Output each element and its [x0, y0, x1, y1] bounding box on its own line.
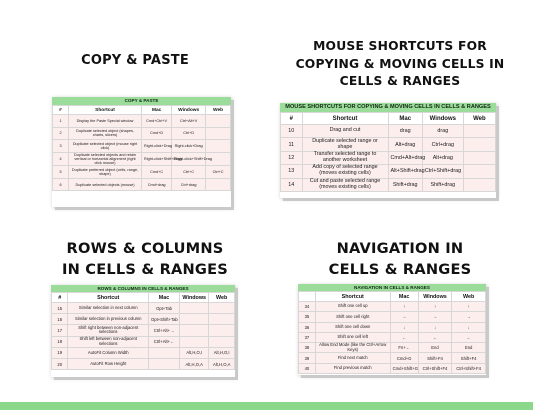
key-combo-cell: Right-click+Shift+Drag	[172, 152, 206, 166]
key-combo-cell: ↓	[390, 322, 418, 332]
table-row	[53, 178, 231, 191]
shortcut-description-cell: Similar selection in next column	[68, 303, 149, 314]
key-combo-cell: Ctrl+Shift+F4	[418, 363, 452, 373]
shortcut-description-cell: Find next match	[315, 353, 390, 363]
table-row	[281, 151, 496, 164]
column-header: Shortcut	[68, 293, 149, 303]
row-number-cell: 36	[299, 322, 316, 332]
card-title: ROWS & COLUMNS IN CELLS & RANGES	[51, 285, 235, 292]
key-combo-cell: →	[452, 312, 486, 322]
card-title: MOUSE SHORTCUTS FOR COPYING & MOVING CELLS IN CELLS & RANGES	[280, 103, 496, 112]
key-combo-cell	[180, 314, 209, 325]
row-number-cell: 38	[299, 343, 316, 353]
key-combo-cell: Alt+drag	[388, 138, 422, 151]
key-combo-cell	[206, 127, 231, 140]
copy-paste-card	[52, 97, 231, 207]
shortcut-description-cell: Shift one cell up	[315, 302, 390, 312]
shortcut-description-cell: Drag and cut	[302, 125, 388, 138]
key-combo-cell: End	[452, 343, 486, 353]
row-number-cell: 5	[53, 166, 69, 179]
shortcut-description-cell: Shift one cell right	[315, 312, 390, 322]
key-combo-cell: Alt,H,O,I	[180, 347, 209, 358]
table-row	[53, 127, 231, 140]
key-combo-cell: Cmd+G	[390, 353, 418, 363]
row-number-cell: 12	[281, 151, 303, 164]
table-row	[53, 115, 231, 128]
row-number-cell: 11	[281, 138, 303, 151]
key-combo-cell: ↓	[418, 322, 452, 332]
key-combo-cell: Cmd+Alt+drag	[388, 151, 422, 164]
table-row	[53, 140, 231, 153]
shortcut-description-cell: Shift one cell left	[315, 332, 390, 342]
column-header: Mac	[388, 113, 422, 125]
column-header: Windows	[172, 106, 206, 115]
heading-line: IN CELLS & RANGES	[61, 261, 228, 278]
row-number-cell: 14	[281, 178, 303, 191]
table-row	[53, 166, 231, 179]
table-row	[299, 353, 486, 363]
row-number-cell: 1	[53, 115, 69, 128]
key-combo-cell: drag	[422, 125, 463, 138]
shortcut-description-cell: Duplicate selected range or shape	[302, 138, 388, 151]
table-row	[299, 363, 486, 373]
key-combo-cell: Cmd+C	[142, 166, 172, 179]
key-combo-cell: Shift+drag	[422, 178, 463, 191]
table-row	[52, 325, 235, 336]
key-combo-cell: Cmd+D	[142, 127, 172, 140]
row-number-cell: 4	[53, 152, 69, 166]
key-combo-cell	[180, 303, 209, 314]
key-combo-cell: Cmd+drag	[142, 178, 172, 191]
key-combo-cell	[180, 336, 209, 347]
table-header-row	[53, 106, 231, 115]
row-number-cell: 15	[52, 303, 68, 314]
key-combo-cell: Alt+Shift+drag	[388, 165, 422, 178]
column-header: Web	[206, 106, 231, 115]
key-combo-cell: Alt,H,O,A	[209, 358, 235, 369]
key-combo-cell	[463, 165, 495, 178]
table-row	[281, 165, 496, 178]
key-combo-cell	[206, 140, 231, 153]
shortcut-description-cell: Transfer selected range to another worksheet	[302, 151, 388, 164]
key-combo-cell	[463, 125, 495, 138]
table-row	[52, 303, 235, 314]
key-combo-cell	[463, 178, 495, 191]
heading-line: CELLS & RANGES	[339, 74, 461, 88]
rows-columns-heading	[60, 238, 230, 280]
key-combo-cell: Fn+←	[390, 343, 418, 353]
column-header: #	[281, 113, 303, 125]
mouse-shortcuts-card	[280, 103, 496, 198]
key-combo-cell: Ctrl+C	[172, 166, 206, 179]
column-header: Windows	[422, 113, 463, 125]
shortcut-description-cell: Allow End Mode (like the Ctrl+Arrow Keys)	[315, 343, 390, 353]
table-body	[52, 303, 235, 370]
column-header: Shortcut	[315, 292, 390, 302]
key-combo-cell: Ctrl+Shift+F4	[452, 363, 486, 373]
mouse-shortcuts-heading	[290, 38, 510, 91]
column-header: Mac	[142, 106, 172, 115]
key-combo-cell: ←	[452, 332, 486, 342]
column-header: Mac	[390, 292, 418, 302]
key-combo-cell	[209, 325, 235, 336]
table-row	[299, 302, 486, 312]
table-row	[52, 336, 235, 347]
table-row	[299, 322, 486, 332]
shortcut-description-cell: Duplicate selected objects (mouse)	[69, 178, 142, 191]
row-number-cell: 6	[53, 178, 69, 191]
key-combo-cell: ↓	[452, 322, 486, 332]
key-combo-cell: →	[418, 312, 452, 322]
shortcut-description-cell: AutoFit Row Height	[68, 358, 149, 369]
key-combo-cell: Cmd+Ctrl+V	[142, 115, 172, 128]
key-combo-cell: Cmd+Shift+G	[390, 363, 418, 373]
shortcut-description-cell: Duplicate selected object (shapes, charts, slicers)	[69, 127, 142, 140]
key-combo-cell: ←	[390, 332, 418, 342]
column-header: Windows	[180, 293, 209, 303]
row-number-cell: 2	[53, 127, 69, 140]
heading-line: ROWS & COLUMNS	[66, 240, 224, 257]
row-number-cell: 13	[281, 165, 303, 178]
row-number-cell: 10	[281, 125, 303, 138]
row-number-cell: 20	[52, 358, 68, 369]
key-combo-cell: Right-click+Shift+Drag	[142, 152, 172, 166]
shortcut-description-cell: Display the Paste Special window	[69, 115, 142, 128]
shortcut-description-cell: Add copy of selected range (moves existing cells)	[302, 165, 388, 178]
navigation-card	[298, 284, 486, 375]
heading-line: MOUSE SHORTCUTS FOR	[313, 39, 487, 53]
card-title: NAVIGATION IN CELLS & RANGES	[298, 284, 486, 291]
table-header-row	[299, 292, 486, 302]
column-header: Shortcut	[69, 106, 142, 115]
shortcut-description-cell: Duplicate preferred object (cells, range, shape)	[69, 166, 142, 179]
key-combo-cell: Ctrl+Alt+←	[148, 336, 179, 347]
key-combo-cell: Right-click+Drag	[142, 140, 172, 153]
key-combo-cell: Ctrl+drag	[422, 138, 463, 151]
key-combo-cell: drag	[388, 125, 422, 138]
rows-columns-card	[51, 285, 235, 377]
table-body	[281, 125, 496, 192]
shortcut-table	[280, 112, 496, 192]
key-combo-cell	[206, 178, 231, 191]
key-combo-cell: Shift+F4	[452, 353, 486, 363]
row-number-cell: 17	[52, 325, 68, 336]
table-body	[53, 115, 231, 191]
key-combo-cell: Alt+drag	[422, 151, 463, 164]
column-header: #	[52, 293, 68, 303]
key-combo-cell: ←	[418, 332, 452, 342]
shortcut-description-cell: Shift one cell down	[315, 322, 390, 332]
key-combo-cell: Right-click+Drag	[172, 140, 206, 153]
column-header: #	[53, 106, 69, 115]
heading-line: NAVIGATION IN	[336, 240, 464, 257]
shortcut-table	[51, 292, 235, 370]
row-number-cell: 3	[53, 140, 69, 153]
table-row	[52, 347, 235, 358]
column-header: Web	[463, 113, 495, 125]
table-row	[52, 358, 235, 369]
shortcut-description-cell: Duplicate selected objects and retain vertical or horizontal alignment (right click mouse)	[69, 152, 142, 166]
column-header: Windows	[418, 292, 452, 302]
key-combo-cell	[206, 115, 231, 128]
column-header: Web	[452, 292, 486, 302]
key-combo-cell: End	[418, 343, 452, 353]
row-number-cell: 34	[299, 302, 316, 312]
column-header: Web	[209, 293, 235, 303]
table-header-row	[281, 113, 496, 125]
key-combo-cell	[209, 303, 235, 314]
key-combo-cell: Ctrl+D	[172, 127, 206, 140]
column-header: Mac	[148, 293, 179, 303]
row-number-cell: 18	[52, 336, 68, 347]
row-number-cell: 40	[299, 363, 316, 373]
row-number-cell: 39	[299, 353, 316, 363]
row-number-cell: 16	[52, 314, 68, 325]
shortcut-description-cell: Find previous match	[315, 363, 390, 373]
table-row	[53, 152, 231, 166]
shortcut-table	[52, 105, 231, 191]
key-combo-cell	[209, 336, 235, 347]
shortcut-description-cell: Shift left between non-adjacent selections	[68, 336, 149, 347]
shortcut-description-cell: Duplicate selected object (mouse right click)	[69, 140, 142, 153]
table-header-row	[52, 293, 235, 303]
key-combo-cell: ↑	[452, 302, 486, 312]
key-combo-cell: Alt,H,O,A	[180, 358, 209, 369]
table-row	[299, 312, 486, 322]
key-combo-cell: Ctrl+Shift+drag	[422, 165, 463, 178]
key-combo-cell	[209, 314, 235, 325]
key-combo-cell: ↑	[418, 302, 452, 312]
heading-line: COPYING & MOVING CELLS IN	[295, 56, 505, 71]
navigation-heading	[305, 238, 495, 280]
key-combo-cell: →	[390, 312, 418, 322]
table-row	[299, 343, 486, 353]
key-combo-cell: Ctrl+C	[206, 166, 231, 179]
bottom-accent-bar	[0, 402, 533, 410]
heading-line: CELLS & RANGES	[328, 261, 472, 278]
table-row	[281, 125, 496, 138]
key-combo-cell: Ctrl+Alt+→	[148, 325, 179, 336]
table-row	[281, 138, 496, 151]
card-title: COPY & PASTE	[52, 97, 231, 105]
shortcut-description-cell: Cut and paste selected range (moves existing cells)	[302, 178, 388, 191]
key-combo-cell: ↑	[390, 302, 418, 312]
key-combo-cell: Opt+Tab	[148, 303, 179, 314]
shortcut-description-cell: Shift right between non-adjacent selections	[68, 325, 149, 336]
key-combo-cell	[463, 138, 495, 151]
table-body	[299, 302, 486, 374]
key-combo-cell: Shift+drag	[388, 178, 422, 191]
shortcut-description-cell: Similar selection in previous column	[68, 314, 149, 325]
copy-paste-heading: COPY & PASTE	[81, 53, 189, 68]
key-combo-cell	[463, 151, 495, 164]
key-combo-cell: Alt,H,O,I	[209, 347, 235, 358]
column-header: Shortcut	[302, 113, 388, 125]
shortcut-description-cell: AutoFit Column Width	[68, 347, 149, 358]
key-combo-cell: Opt+Shift+Tab	[148, 314, 179, 325]
key-combo-cell: Ctrl+drag	[172, 178, 206, 191]
row-number-cell: 37	[299, 332, 316, 342]
table-row	[52, 314, 235, 325]
key-combo-cell: Shift+F4	[418, 353, 452, 363]
key-combo-cell: Ctrl+Alt+V	[172, 115, 206, 128]
row-number-cell: 35	[299, 312, 316, 322]
column-header-number	[299, 292, 316, 302]
table-row	[281, 178, 496, 191]
key-combo-cell	[148, 358, 179, 369]
row-number-cell: 19	[52, 347, 68, 358]
key-combo-cell	[148, 347, 179, 358]
table-row	[299, 332, 486, 342]
key-combo-cell	[180, 325, 209, 336]
shortcut-table	[298, 291, 486, 374]
